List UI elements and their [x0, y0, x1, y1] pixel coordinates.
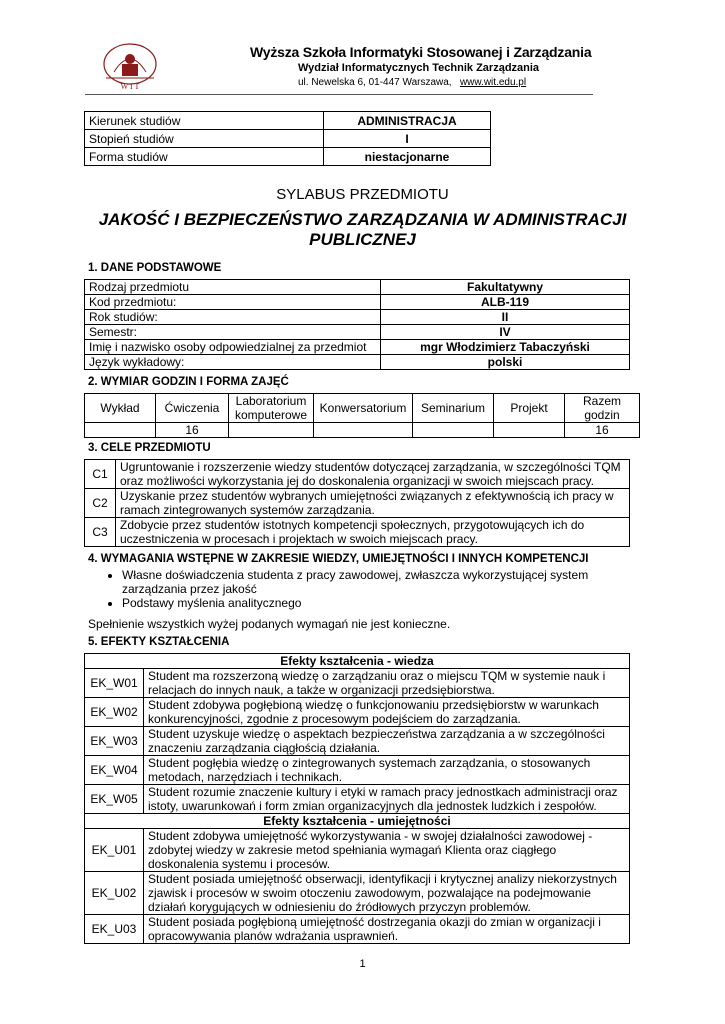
outcome-code: EK_W01 — [85, 669, 144, 698]
table-row — [85, 756, 630, 785]
basic-label: Rok studiów: — [85, 310, 381, 325]
outcome-code: EK_U01 — [85, 829, 144, 872]
outcome-code: EK_U03 — [85, 915, 144, 944]
table-row — [85, 280, 630, 295]
requirements-note: Spełnienie wszystkich wyżej podanych wymagań nie jest konieczne. — [88, 617, 451, 631]
table-row — [85, 310, 630, 325]
syllabus-label: SYLABUS PRZEDMIOTU — [276, 186, 449, 203]
goals-table — [84, 459, 630, 547]
table-row — [85, 460, 630, 489]
goal-text: Uzyskanie przez studentów wybranych umiejętności związanych z efektywnością ich pracy w ramach zintegrowanych systemów zarządzania. — [116, 489, 630, 518]
basic-value: ALB-119 — [381, 295, 630, 310]
table-row — [85, 829, 630, 872]
outcome-text: Student uzyskuje wiedzę o aspektach bezpieczeństwa zarządzania a w szczególności znaczeniu zarządzania ciągłością działania. — [144, 727, 630, 756]
outcome-text: Student pogłębia wiedzę o zintegrowanych systemach zarządzania, o stosowanych metodach, narzędziach i technikach. — [144, 756, 630, 785]
knowledge-header: Efekty kształcenia - wiedza — [85, 654, 630, 669]
school-logo — [100, 42, 160, 92]
outcome-text: Student rozumie znaczenie kultury i etyki w ramach pracy jednostkach administracji oraz istoty, uwarunkowań i form zmian organizacyjnych dla jednostek ludzkich i zespołów. — [144, 785, 630, 814]
table-row — [85, 148, 491, 166]
website-link[interactable]: www.wit.edu.pl — [459, 77, 527, 88]
hours-value — [229, 423, 314, 438]
address-line — [298, 77, 526, 88]
table-row — [85, 872, 630, 915]
basic-label: Język wykładowy: — [85, 355, 381, 370]
hours-value — [85, 423, 156, 438]
school-name: Wyższa Szkoła Informatyki Stosowanej i Zarządzania — [250, 44, 592, 60]
requirements-list — [104, 568, 644, 610]
table-row — [85, 727, 630, 756]
basic-value: II — [381, 310, 630, 325]
hours-header: Seminarium — [413, 394, 494, 423]
info-value: ADMINISTRACJA — [324, 112, 491, 130]
outcome-code: EK_W03 — [85, 727, 144, 756]
table-row — [85, 394, 640, 423]
address: ul. Newelska 6, 01-447 Warszawa, — [298, 77, 452, 88]
outcome-code: EK_W02 — [85, 698, 144, 727]
skills-header: Efekty kształcenia - umiejętności — [85, 814, 630, 829]
table-row — [85, 423, 640, 438]
info-label: Forma studiów — [85, 148, 324, 166]
table-row — [85, 340, 630, 355]
outcome-text: Student posiada pogłębioną umiejętność dostrzegania okazji do zmian w organizacji i opracowywania planów wdrażania usprawnień. — [144, 915, 630, 944]
table-row — [85, 355, 630, 370]
list-item: • Podstawy myślenia analitycznego — [122, 596, 644, 610]
table-row — [85, 518, 630, 547]
info-value: niestacjonarne — [324, 148, 491, 166]
course-title: JAKOŚĆ I BEZPIECZEŃSTWO ZARZĄDZANIA W ADMINISTRACJI PUBLICZNEJ — [98, 210, 627, 249]
table-row — [85, 112, 491, 130]
info-value: I — [324, 130, 491, 148]
table-row — [85, 814, 630, 829]
list-item: • Własne doświadczenia studenta z pracy zawodowej, zwłaszcza wykorzystującej system zarządzania przez jakość — [122, 568, 644, 596]
goal-code: C2 — [85, 489, 116, 518]
table-row — [85, 654, 630, 669]
table-row — [85, 698, 630, 727]
hours-value — [314, 423, 413, 438]
faculty-name: Wydział Informatycznych Technik Zarządzania — [298, 62, 540, 74]
outcome-text: Student zdobywa umiejętność wykorzystywania - w swojej działalności zawodowej - zdobytej wiedzy w zakresie metod spełniania wymagań Klienta oraz ciągłego doskonalenia systemu i procesów. — [144, 829, 630, 872]
basic-label: Semestr: — [85, 325, 381, 340]
outcome-text: Student zdobywa pogłębioną wiedzę o funkcjonowaniu przedsiębiorstw w warunkach konkurencyjności, zgodnie z procesowym podejściem do zarządzania. — [144, 698, 630, 727]
section-5-title: 5. EFEKTY KSZTAŁCENIA — [88, 636, 230, 648]
table-row — [85, 295, 630, 310]
hours-header: Wykład — [85, 394, 156, 423]
basic-value: polski — [381, 355, 630, 370]
study-info-table — [84, 111, 491, 166]
outcome-code: EK_U02 — [85, 872, 144, 915]
learning-outcomes-table — [84, 653, 630, 944]
goal-text: Zdobycie przez studentów istotnych kompetencji społecznych, przygotowujących ich do uczestniczenia w procesach i projektach w swoich miejscach pracy. — [116, 518, 630, 547]
outcome-text: Student posiada umiejętność obserwacji, identyfikacji i krytycznej analizy niekorzystnych zjawisk i procesów w swoim otoczeniu zawodowym, pozwalające na podejmowanie działań korygujących w odniesieniu do źródłowych przyczyn problemów. — [144, 872, 630, 915]
basic-data-table — [84, 279, 630, 370]
info-label: Kierunek studiów — [85, 112, 324, 130]
basic-value: mgr Włodzimierz Tabaczyński — [381, 340, 630, 355]
hours-header: Ćwiczenia — [156, 394, 229, 423]
table-row — [85, 130, 491, 148]
outcome-code: EK_W04 — [85, 756, 144, 785]
hours-value — [494, 423, 565, 438]
table-row — [85, 325, 630, 340]
hours-header: Razem godzin — [565, 394, 640, 423]
basic-label: Rodzaj przedmiotu — [85, 280, 381, 295]
goal-code: C1 — [85, 460, 116, 489]
hours-header: Konwersatorium — [314, 394, 413, 423]
basic-value: Fakultatywny — [381, 280, 630, 295]
basic-label: Imię i nazwisko osoby odpowiedzialnej za przedmiot — [85, 340, 381, 355]
section-3-title: 3. CELE PRZEDMIOTU — [88, 442, 211, 454]
table-row — [85, 669, 630, 698]
svg-text:W I T: W I T — [120, 82, 140, 91]
goal-code: C3 — [85, 518, 116, 547]
header-divider — [85, 94, 593, 95]
section-1-title: 1. DANE PODSTAWOWE — [88, 262, 222, 274]
table-row — [85, 915, 630, 944]
hours-header: Projekt — [494, 394, 565, 423]
basic-value: IV — [381, 325, 630, 340]
hours-header: Laboratorium komputerowe — [229, 394, 314, 423]
hours-table — [84, 393, 640, 438]
hours-value — [413, 423, 494, 438]
outcome-text: Student ma rozszerzoną wiedzę o zarządzaniu oraz o miejscu TQM w systemie nauk i relacjach do innych nauk, a także w organizacji przedsiębiorstwa. — [144, 669, 630, 698]
basic-label: Kod przedmiotu: — [85, 295, 381, 310]
page-number: 1 — [359, 958, 366, 970]
section-4-title: 4. WYMAGANIA WSTĘPNE W ZAKRESIE WIEDZY, UMIEJĘTNOŚCI I INNYCH KOMPETENCJI — [88, 553, 589, 565]
hours-value: 16 — [565, 423, 640, 438]
goal-text: Ugruntowanie i rozszerzenie wiedzy studentów dotyczącej zarządzania, w szczególności TQM oraz możliwości wykorzystania jej do doskonalenia organizacji w swoich miejscach pracy. — [116, 460, 630, 489]
outcome-code: EK_W05 — [85, 785, 144, 814]
table-row — [85, 785, 630, 814]
table-row — [85, 489, 630, 518]
info-label: Stopień studiów — [85, 130, 324, 148]
section-2-title: 2. WYMIAR GODZIN I FORMA ZAJĘĆ — [88, 376, 289, 388]
hours-value: 16 — [156, 423, 229, 438]
